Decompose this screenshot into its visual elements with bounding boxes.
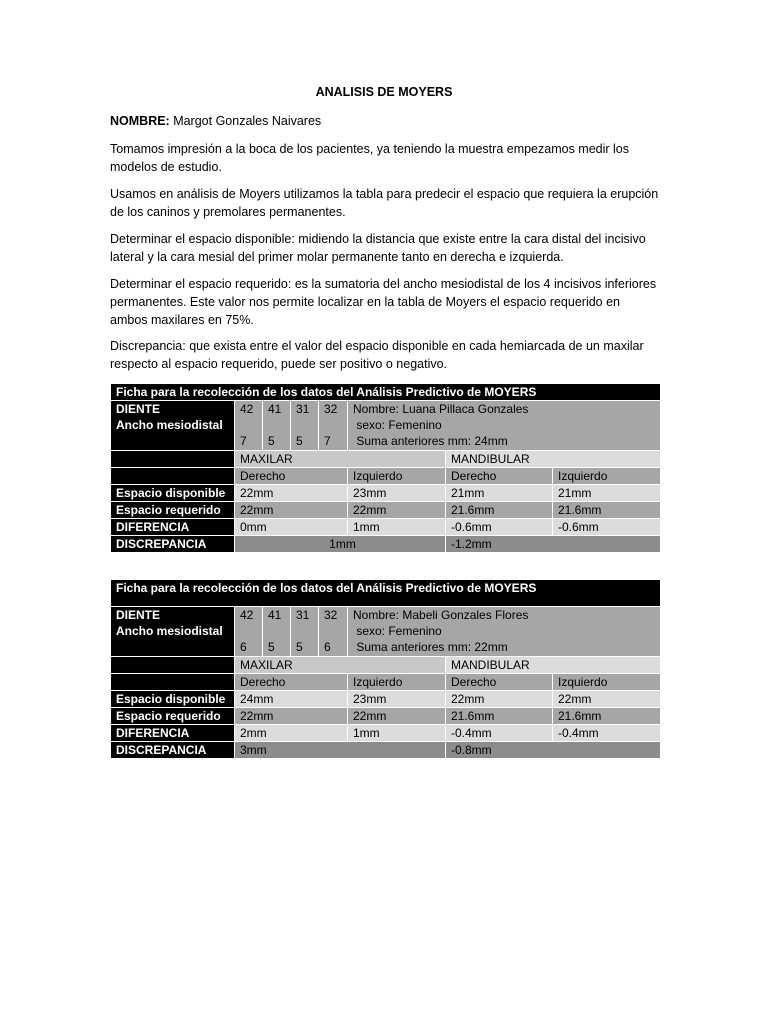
- mandibular-derecho-value: 22mm: [446, 691, 553, 708]
- table-row: [111, 519, 661, 536]
- maxilar-derecho-label: Derecho: [235, 674, 348, 691]
- row-label: Espacio requerido: [111, 502, 235, 519]
- paragraph-espacio-disponible: Determinar el espacio disponible: midiendo la distancia que existe entre la cara distal del incisivo lateral y la cara mesial del primer molar permanente tanto en derecha e izquierda.: [110, 232, 646, 264]
- mandibular-derecho-value: 21mm: [446, 485, 553, 502]
- row-label: Espacio disponible: [111, 485, 235, 502]
- mandibular-izquierdo-label: Izquierdo: [553, 674, 661, 691]
- table-row: [111, 485, 661, 502]
- nombre-label: NOMBRE:: [110, 114, 170, 128]
- tooth-cell: [319, 401, 348, 451]
- mandibular-izquierdo-value: 22mm: [553, 691, 661, 708]
- maxilar-label: MAXILAR: [235, 657, 446, 674]
- tooth-width: 5: [268, 434, 275, 448]
- tooth-number: 31: [296, 402, 310, 416]
- table-row: [111, 708, 661, 725]
- tooth-cell: [235, 401, 263, 451]
- maxilar-derecho-value: 2mm: [235, 725, 348, 742]
- tooth-cell: [235, 607, 263, 657]
- tooth-width: 5: [268, 640, 275, 654]
- mandibular-derecho-label: Derecho: [446, 468, 553, 485]
- tooth-number: 32: [324, 608, 338, 622]
- tooth-number: 42: [240, 608, 254, 622]
- blank-cell: [111, 468, 235, 485]
- document-title: ANALISIS DE MOYERS: [315, 85, 453, 99]
- blank-cell: [111, 657, 235, 674]
- mandibular-derecho-value: 21.6mm: [446, 502, 553, 519]
- table-header: Ficha para la recolección de los datos del Análisis Predictivo de MOYERS: [111, 580, 661, 607]
- row-label: Espacio requerido: [111, 708, 235, 725]
- maxilar-izquierdo-value: 1mm: [348, 519, 446, 536]
- maxilar-derecho-value: 24mm: [235, 691, 348, 708]
- mandibular-derecho-label: Derecho: [446, 674, 553, 691]
- tooth-cell: [291, 401, 319, 451]
- row-label: DISCREPANCIA: [111, 742, 235, 759]
- maxilar-label: MAXILAR: [235, 451, 446, 468]
- maxilar-izquierdo-value: 23mm: [348, 485, 446, 502]
- discrepancia-mandibular: -1.2mm: [446, 536, 661, 553]
- maxilar-izquierdo-value: 22mm: [348, 502, 446, 519]
- mandibular-izquierdo-value: -0.4mm: [553, 725, 661, 742]
- patient-name: Nombre: Luana Pillaca Gonzales: [353, 402, 529, 416]
- tooth-cell: [291, 607, 319, 657]
- tooth-number: 31: [296, 608, 310, 622]
- tooth-width: 5: [296, 640, 303, 654]
- mandibular-izquierdo-value: 21mm: [553, 485, 661, 502]
- blank-cell: [111, 451, 235, 468]
- maxilar-izquierdo-label: Izquierdo: [348, 468, 446, 485]
- tooth-number: 32: [324, 402, 338, 416]
- mandibular-label: MANDIBULAR: [446, 451, 661, 468]
- paragraph-moyers: Usamos en análisis de Moyers utilizamos la tabla para predecir el espacio que requiera la erupción de los caninos y premolares permanentes.: [110, 187, 659, 219]
- paragraph-espacio-requerido: Determinar el espacio requerido: es la sumatoria del ancho mesiodistal de los 4 incisivos inferiores permanentes. Este valor nos permite localizar en la tabla de Moyers el espacio requerido en ambos maxilares en 75%.: [110, 277, 657, 327]
- table-row: [111, 725, 661, 742]
- maxilar-izquierdo-label: Izquierdo: [348, 674, 446, 691]
- maxilar-derecho-value: 22mm: [235, 485, 348, 502]
- table-row: [111, 502, 661, 519]
- tooth-width: 7: [324, 434, 331, 448]
- tooth-number: 41: [268, 402, 282, 416]
- blank-cell: [111, 674, 235, 691]
- table-header: Ficha para la recolección de los datos del Análisis Predictivo de MOYERS: [111, 384, 661, 401]
- mandibular-izquierdo-value: -0.6mm: [553, 519, 661, 536]
- maxilar-derecho-value: 22mm: [235, 502, 348, 519]
- row-label: DISCREPANCIA: [111, 536, 235, 553]
- moyers-table-2: [110, 579, 661, 759]
- row-label: DIFERENCIA: [111, 519, 235, 536]
- table-row: [111, 691, 661, 708]
- mandibular-derecho-value: 21.6mm: [446, 708, 553, 725]
- mandibular-derecho-value: -0.6mm: [446, 519, 553, 536]
- maxilar-izquierdo-value: 23mm: [348, 691, 446, 708]
- diente-label: DIENTE: [116, 608, 161, 622]
- tooth-cell: [319, 607, 348, 657]
- patient-sum: Suma anteriores mm: 22mm: [353, 640, 508, 654]
- tooth-number: 42: [240, 402, 254, 416]
- tooth-width: 7: [240, 434, 247, 448]
- tooth-width: 6: [324, 640, 331, 654]
- discrepancia-maxilar: 1mm: [235, 536, 446, 553]
- maxilar-izquierdo-value: 22mm: [348, 708, 446, 725]
- patient-sex: sexo: Femenino: [353, 624, 442, 638]
- tooth-cell: [263, 401, 291, 451]
- patient-sum: Suma anteriores mm: 24mm: [353, 434, 508, 448]
- mandibular-izquierdo-label: Izquierdo: [553, 468, 661, 485]
- patient-name: Nombre: Mabeli Gonzales Flores: [353, 608, 529, 622]
- mandibular-label: MANDIBULAR: [446, 657, 661, 674]
- patient-info: [348, 401, 661, 451]
- row-label: Espacio disponible: [111, 691, 235, 708]
- discrepancia-maxilar: 3mm: [235, 742, 446, 759]
- tooth-number: 41: [268, 608, 282, 622]
- mandibular-derecho-value: -0.4mm: [446, 725, 553, 742]
- nombre-line: [110, 112, 660, 130]
- maxilar-derecho-value: 0mm: [235, 519, 348, 536]
- ancho-label: Ancho mesiodistal: [116, 418, 223, 432]
- diente-label: DIENTE: [116, 402, 161, 416]
- maxilar-derecho-value: 22mm: [235, 708, 348, 725]
- discrepancia-mandibular: -0.8mm: [446, 742, 661, 759]
- mandibular-izquierdo-value: 21.6mm: [553, 708, 661, 725]
- tooth-cell: [263, 607, 291, 657]
- ancho-label: Ancho mesiodistal: [116, 624, 223, 638]
- row-label: DIFERENCIA: [111, 725, 235, 742]
- tooth-width: 5: [296, 434, 303, 448]
- diente-cell: [111, 401, 235, 451]
- mandibular-izquierdo-value: 21.6mm: [553, 502, 661, 519]
- paragraph-impresion: Tomamos impresión a la boca de los pacientes, ya teniendo la muestra empezamos medir los modelos de estudio.: [110, 142, 630, 174]
- paragraph-discrepancia: Discrepancia: que exista entre el valor del espacio disponible en cada hemiarcada de un maxilar respecto al espacio requerido, puede ser positivo o negativo.: [110, 339, 644, 371]
- nombre-value: Margot Gonzales Naivares: [169, 114, 322, 128]
- moyers-table-1: [110, 383, 661, 553]
- patient-info: [348, 607, 661, 657]
- tooth-width: 6: [240, 640, 247, 654]
- maxilar-derecho-label: Derecho: [235, 468, 348, 485]
- table-row: [111, 536, 661, 553]
- table-row: [111, 742, 661, 759]
- patient-sex: sexo: Femenino: [353, 418, 442, 432]
- maxilar-izquierdo-value: 1mm: [348, 725, 446, 742]
- diente-cell: [111, 607, 235, 657]
